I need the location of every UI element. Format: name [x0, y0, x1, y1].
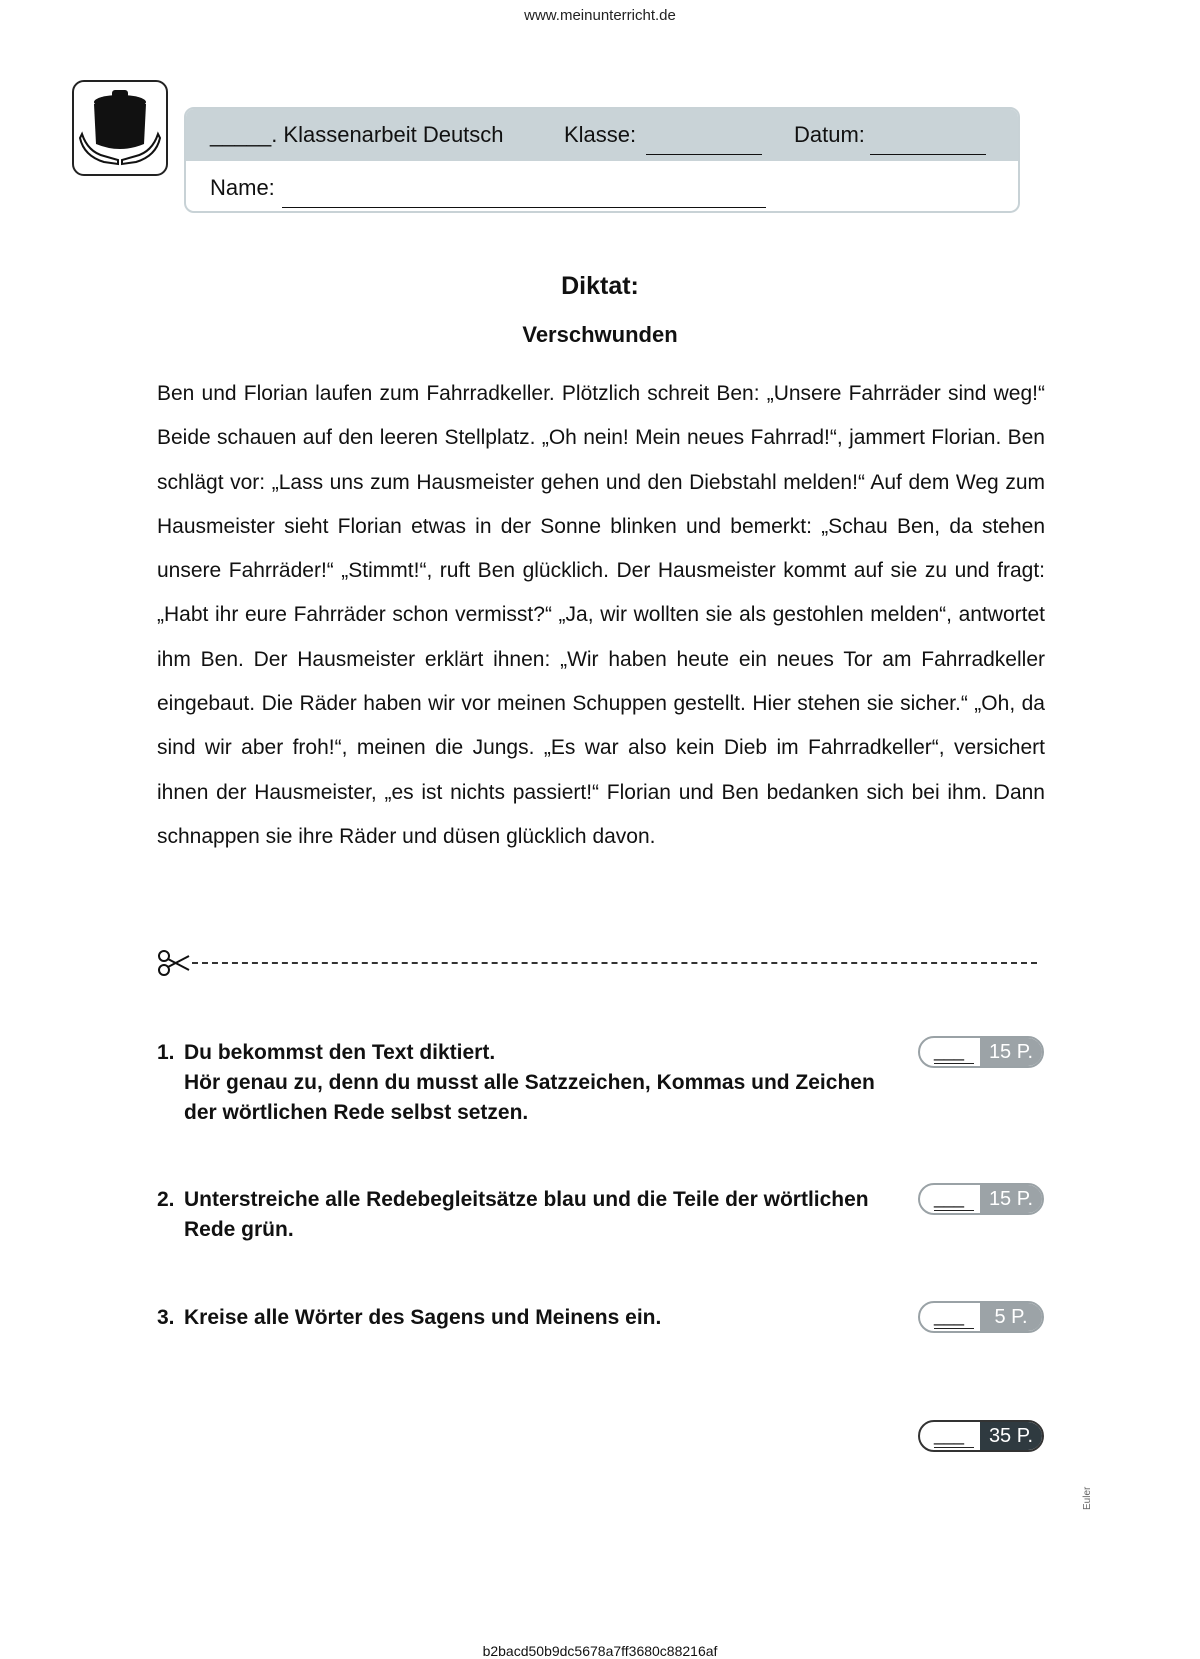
dictation-title: Verschwunden — [522, 322, 678, 347]
points-blank[interactable]: ___ — [934, 1041, 974, 1064]
task-line: Rede grün. — [184, 1218, 294, 1241]
points-value: 15 P. — [980, 1185, 1042, 1213]
points-value: 5 P. — [980, 1303, 1042, 1331]
task-line: Hör genau zu, denn du musst alle Satzzeichen, Kommas und Zeichen — [184, 1071, 875, 1094]
header-url: www.meinunterricht.de — [524, 7, 676, 24]
task-line: Unterstreiche alle Redebegleitsätze blau und die Teile der wörtlichen — [184, 1188, 869, 1211]
class-label: Klasse: — [564, 122, 637, 147]
logo-pot-hands-icon — [72, 80, 168, 176]
task-1-points-box[interactable] — [918, 1036, 1044, 1068]
footer-hash: b2bacd50b9dc5678a7ff3680c88216af — [482, 1643, 718, 1659]
exam-number-field[interactable] — [210, 122, 504, 148]
task-1 — [157, 1038, 917, 1128]
task-3-points-box[interactable] — [918, 1301, 1044, 1333]
date-label: Datum: — [794, 122, 865, 147]
exam-header-box — [184, 107, 1020, 213]
task-number: 2. — [157, 1188, 175, 1211]
task-number: 1. — [157, 1041, 175, 1064]
points-blank[interactable]: ___ — [934, 1188, 974, 1211]
total-points-box[interactable] — [918, 1420, 1044, 1452]
task-2 — [157, 1185, 917, 1245]
scissors-icon — [157, 948, 193, 978]
task-line: Kreise alle Wörter des Sagens und Meinens ein. — [184, 1306, 662, 1329]
task-number: 3. — [157, 1306, 175, 1329]
task-3 — [157, 1303, 917, 1333]
exam-header-bottom-row — [186, 161, 1018, 213]
task-line: Du bekommst den Text diktiert. — [184, 1041, 496, 1064]
exam-header-top-row — [186, 109, 1018, 161]
cut-dashed-line — [192, 962, 1037, 964]
name-label: Name: — [210, 175, 275, 200]
pot-in-hands-icon — [74, 82, 166, 174]
total-points-blank[interactable]: ___ — [934, 1425, 974, 1448]
exam-number-blank: _____ — [210, 122, 272, 147]
points-value: 15 P. — [980, 1038, 1042, 1066]
author-label: Euler — [1082, 1486, 1093, 1510]
dictation-text: Ben und Florian laufen zum Fahrradkeller. Plötzlich schreit Ben: „Unsere Fahrräder sind weg!“ Beide schauen auf den leeren Stellplatz. „Oh nein! Mein neues Fahrrad!“, jammert Florian. Ben schlägt vor: „Lass uns zum Hausmeister gehen und den Diebstahl melden!“ Auf dem Weg zum Hausmeister sieht Florian etwas in der Sonne blinken und bemerkt: „Schau Ben, da stehen unsere Fahrräder!“ „Stimmt!“, ruft Ben glücklich. Der Hausmeister kommt auf sie zu und fragt: „Habt ihr eure Fahrräder schon vermisst?“ „Ja, wir wollten sie als gestohlen melden“, antwortet ihm Ben. Der Hausmeister erklärt ihnen: „Wir haben heute ein neues Tor am Fahrradkeller eingebaut. Die Räder haben wir vor meinen Schuppen gestellt. Hier stehen sie sicher.“ „Oh, da sind wir aber froh!“, meinen die Jungs. „Es war also kein Dieb im Fahrradkeller“, versichert ihnen der Hausmeister, „es ist nichts passiert!“ Florian und Ben bedanken sich bei ihm. Dann schnappen sie ihre Räder und düsen glücklich davon. — [157, 382, 1045, 848]
points-blank[interactable]: ___ — [934, 1306, 974, 1329]
task-2-points-box[interactable] — [918, 1183, 1044, 1215]
exam-title: . Klassenarbeit Deutsch — [271, 122, 504, 147]
task-line: der wörtlichen Rede selbst setzen. — [184, 1101, 529, 1124]
total-points-value: 35 P. — [980, 1422, 1042, 1450]
page-title: Diktat: — [561, 272, 639, 300]
